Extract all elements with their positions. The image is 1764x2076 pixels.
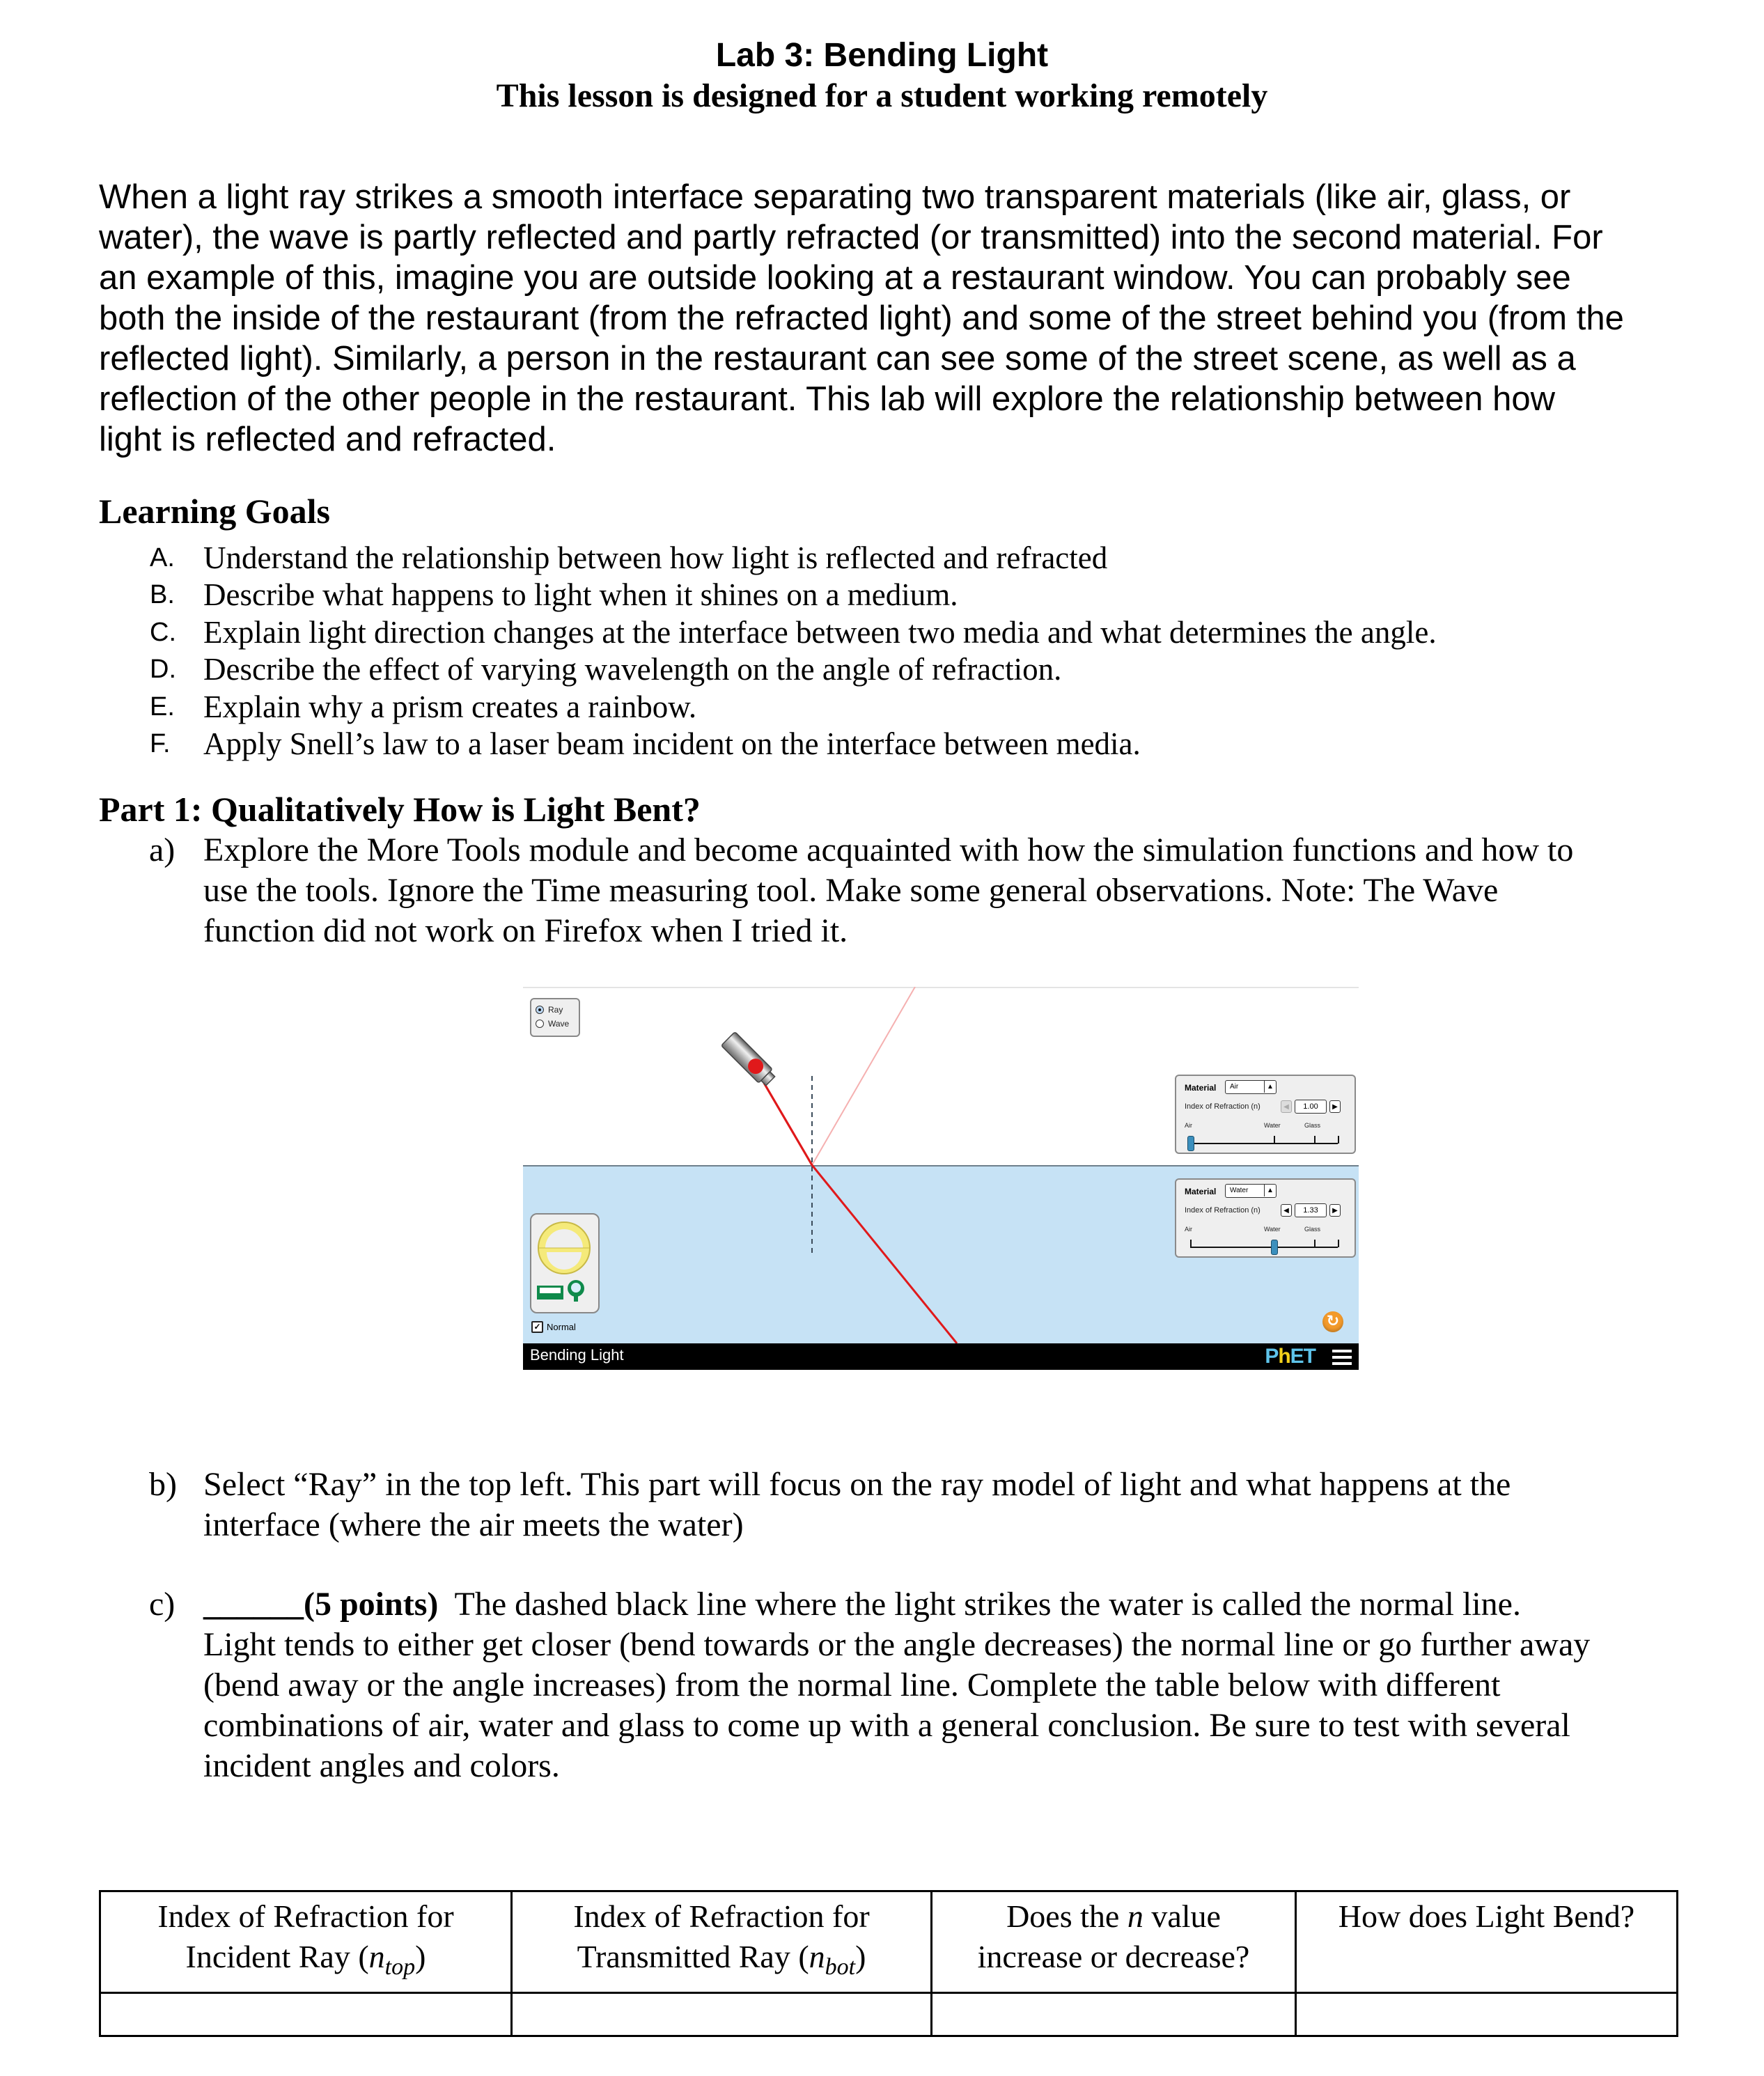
question-line: The dashed black line where the light strikes the water is called the normal line. (438, 1586, 1521, 1623)
ior-increment-button[interactable]: ▶ (1329, 1100, 1341, 1113)
intro-line: both the inside of the restaurant (from the refracted light) and some of the street behind you (from the (99, 299, 1624, 337)
radio-wave-label: Wave (548, 1019, 570, 1029)
page-title: Lab 3: Bending Light (715, 37, 1049, 74)
top-material-dropdown[interactable] (1225, 1080, 1277, 1094)
tick-label-water: Water (1264, 1226, 1281, 1233)
ior-increment-button[interactable]: ▶ (1329, 1204, 1341, 1217)
goal-text: Apply Snell’s law to a laser beam incident on the interface between media. (203, 726, 1141, 761)
points-label: (5 points) (304, 1586, 439, 1623)
goal-text: Describe the effect of varying wavelength on the angle of refraction. (203, 652, 1062, 687)
goal-text: Describe what happens to light when it shines on a medium. (203, 577, 958, 613)
table-header-row (100, 1891, 1678, 1993)
tick-label-water: Water (1264, 1122, 1281, 1129)
ior-slider-track[interactable] (1190, 1247, 1338, 1248)
material-value: Air (1230, 1083, 1239, 1091)
intro-line: an example of this, imagine you are outside looking at a restaurant window. You can probably see (99, 259, 1571, 297)
intro-line: reflected light). Similarly, a person in the restaurant can see some of the street scene, as well as a (99, 340, 1576, 377)
math-var: n (1127, 1898, 1144, 1934)
table-cell[interactable] (932, 1993, 1296, 2036)
table-row (100, 1993, 1678, 2036)
question-label: c) (149, 1586, 175, 1623)
table-cell[interactable] (100, 1993, 512, 2036)
goal-letter: F. (150, 728, 171, 758)
header-text: value (1143, 1898, 1221, 1934)
radio-ray-label: Ray (548, 1005, 563, 1015)
tick-label-air: Air (1185, 1122, 1192, 1129)
question-line: use the tools. Ignore the Time measuring tool. Make some general observations. Note: The Wave (203, 872, 1499, 909)
ior-label: Index of Refraction (n) (1185, 1206, 1260, 1215)
refracted-ray (812, 1165, 957, 1343)
goal-letter: E. (150, 692, 175, 721)
tick-label-glass: Glass (1304, 1122, 1321, 1129)
header-line: How does Light Bend? (1338, 1898, 1635, 1934)
reset-button[interactable] (1322, 1311, 1343, 1332)
math-var: n (368, 1939, 385, 1974)
question-line: (bend away or the angle increases) from the normal line. Complete the table below with different (203, 1667, 1501, 1703)
protractor-icon (538, 1222, 590, 1274)
ior-decrement-button[interactable]: ◀ (1281, 1100, 1292, 1113)
intensity-meter-icon (537, 1280, 584, 1302)
intro-line: reflection of the other people in the restaurant. This lab will explore the relationship between how (99, 380, 1556, 418)
goal-letter: C. (150, 617, 176, 647)
goal-text: Explain light direction changes at the interface between two media and what determines the angle. (203, 614, 1437, 650)
sim-title: Bending Light (530, 1346, 624, 1364)
header-line: increase or decrease? (977, 1939, 1250, 1974)
bottom-material-dropdown[interactable] (1225, 1184, 1277, 1198)
ior-slider-track[interactable] (1190, 1143, 1338, 1144)
math-sub: bot (825, 1954, 856, 1981)
results-table (99, 1890, 1678, 2037)
intro-line: light is reflected and refracted. (99, 421, 556, 458)
radio-ray-icon[interactable] (536, 1006, 544, 1014)
question-line: incident angles and colors. (203, 1747, 560, 1784)
reset-icon[interactable]: ↻ (1326, 1313, 1340, 1330)
checkbox-checked-icon[interactable]: ✓ (531, 1321, 543, 1333)
radio-wave[interactable] (536, 1019, 569, 1029)
question-line: interface (where the air meets the water) (203, 1506, 744, 1543)
question-line: function did not work on Firefox when I tried it. (203, 912, 848, 949)
part1-heading: Part 1: Qualitatively How is Light Bent? (99, 790, 701, 829)
top-material-panel (1175, 1075, 1356, 1154)
header-n-top (100, 1891, 512, 1993)
material-value: Water (1230, 1187, 1249, 1194)
header-line (933, 1896, 1294, 1937)
logo-h: h (1278, 1345, 1290, 1368)
goal-text: Understand the relationship between how light is reflected and refracted (203, 540, 1108, 575)
sim-navbar (523, 1343, 1359, 1370)
header-text: ) (415, 1939, 426, 1974)
question-label: b) (149, 1466, 177, 1503)
dropdown-arrow-icon[interactable]: ▲ (1264, 1185, 1276, 1196)
page-subtitle: This lesson is designed for a student working remotely (496, 77, 1268, 114)
question-line: Select “Ray” in the top left. This part will focus on the ray model of light and what happens at the (203, 1466, 1511, 1503)
bending-light-simulation (523, 987, 1359, 1370)
ior-value: 1.00 (1295, 1100, 1327, 1114)
header-line (513, 1937, 930, 1988)
intro-line: water), the wave is partly reflected and partly refracted (or transmitted) into the second material. For (99, 219, 1603, 256)
logo-et: ET (1290, 1345, 1316, 1368)
intro-paragraph (99, 177, 1624, 460)
header-text: Transmitted Ray ( (577, 1939, 809, 1974)
header-n-bot (512, 1891, 932, 1993)
ior-label: Index of Refraction (n) (1185, 1102, 1260, 1111)
tick-mark (1190, 1240, 1192, 1247)
ior-value: 1.33 (1295, 1203, 1327, 1217)
table-cell[interactable] (1296, 1993, 1678, 2036)
phet-logo[interactable] (1265, 1345, 1316, 1368)
radio-ray[interactable] (536, 1005, 563, 1015)
goal-letter: B. (150, 580, 175, 610)
question-first-line (203, 1584, 1590, 1625)
goal-text: Explain why a prism creates a rainbow. (203, 689, 697, 724)
math-sub: top (384, 1954, 416, 1981)
goal-letter: A. (150, 543, 175, 572)
toolbox (530, 1213, 600, 1313)
material-label: Material (1185, 1083, 1217, 1093)
math-var: n (809, 1939, 825, 1974)
question-label: a) (149, 832, 175, 868)
tick-mark (1274, 1136, 1275, 1144)
normal-label: Normal (547, 1322, 576, 1332)
question-line: Explore the More Tools module and become acquainted with how the simulation functions and how to (203, 832, 1574, 868)
header-text: Incident Ray ( (185, 1939, 369, 1974)
ior-decrement-button[interactable]: ◀ (1281, 1204, 1292, 1217)
reflected-ray (812, 987, 915, 1165)
intro-line: When a light ray strikes a smooth interface separating two transparent materials (like air, glass, or (99, 178, 1571, 216)
tick-label-glass: Glass (1304, 1226, 1321, 1233)
header-text: Does the (1006, 1898, 1127, 1934)
table-cell[interactable] (512, 1993, 932, 2036)
goal-letter: D. (150, 655, 176, 685)
tick-mark (1314, 1240, 1316, 1247)
tick-mark (1314, 1136, 1316, 1144)
toolbox-icons (531, 1215, 598, 1312)
header-line: Index of Refraction for (157, 1898, 454, 1934)
ior-slider-thumb[interactable] (1187, 1136, 1194, 1151)
tick-mark (1338, 1136, 1339, 1144)
header-how-bend (1296, 1891, 1678, 1993)
tick-mark (1338, 1240, 1339, 1247)
learning-goals-heading: Learning Goals (99, 492, 330, 531)
dropdown-arrow-icon[interactable]: ▲ (1264, 1081, 1276, 1093)
material-label: Material (1185, 1187, 1217, 1196)
question-line: combinations of air, water and glass to come up with a general conclusion. Be sure to test with several (203, 1707, 1570, 1744)
header-line (102, 1937, 510, 1988)
hamburger-menu-icon[interactable] (1332, 1350, 1352, 1365)
radio-wave-icon[interactable] (536, 1020, 544, 1028)
header-text: ) (855, 1939, 866, 1974)
logo-p: P (1265, 1345, 1279, 1368)
mode-selector (530, 998, 580, 1037)
laser-pointer-icon (721, 1032, 778, 1088)
normal-checkbox[interactable] (531, 1321, 576, 1333)
bottom-material-panel (1175, 1178, 1356, 1258)
question-line: Light tends to either get closer (bend towards or the angle decreases) the normal line or go further away (203, 1626, 1591, 1663)
header-n-change (932, 1891, 1296, 1993)
ior-slider-thumb[interactable] (1271, 1240, 1278, 1255)
header-line: Index of Refraction for (573, 1898, 870, 1934)
answer-blank[interactable]: ______ (203, 1586, 304, 1623)
tick-label-air: Air (1185, 1226, 1192, 1233)
